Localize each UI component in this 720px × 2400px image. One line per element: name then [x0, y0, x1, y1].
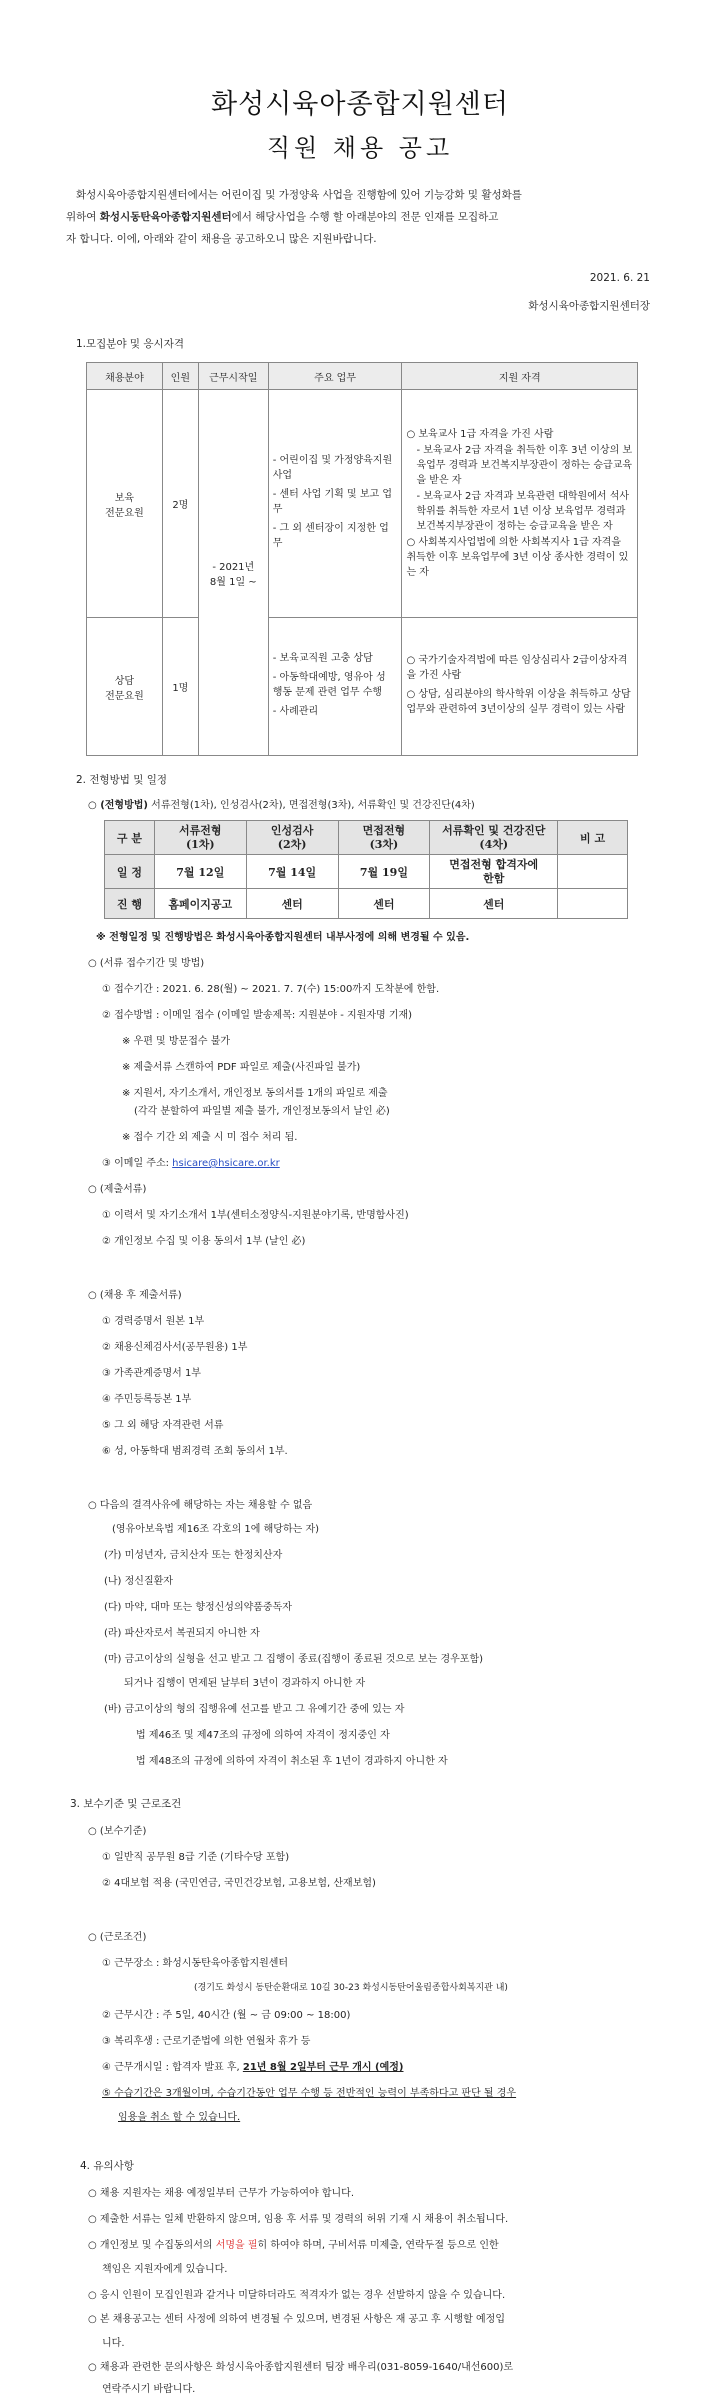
apply-note: ※ 지원서, 자기소개서, 개인정보 동의서를 1개의 파일로 제출: [122, 1088, 388, 1099]
schedule-cell: 7월 14일: [246, 855, 338, 889]
apply-note: (각각 분할하여 파일별 제출 불가, 개인정보동의서 날인 必): [134, 1106, 390, 1117]
disq-item: (다) 마약, 대마 또는 향정신성의약품중독자: [104, 1602, 292, 1613]
schedule-col: 면접전형 (3차): [338, 821, 430, 855]
schedule-col: 서류전형 (1차): [154, 821, 246, 855]
apply-method: ② 접수방법 : 이메일 접수 (이메일 발송제목: 지원분야 - 지원자명 기재): [102, 1010, 413, 1021]
notice-item-3-post: 히 하여야 하며, 구비서류 미제출, 연락두절 등으로 인한: [257, 2240, 499, 2251]
cond-start: [102, 2058, 404, 2073]
notice-item: ○ 본 채용공고는 센터 사정에 의하여 변경될 수 있으며, 변경된 사항은 재 공고 후 시행할 예정입: [88, 2314, 506, 2325]
schedule-cell: [558, 855, 628, 889]
list-item: - 보육교직원 고충 상담: [272, 652, 373, 664]
disq-item: 법 제48조의 규정에 의하여 자격이 취소된 후 1년이 경과하지 아니한 자: [136, 1756, 448, 1767]
cond-address: (경기도 화성시 동탄순환대로 10길 30-23 화성시동탄어울림종합사회복지관 내): [194, 1983, 508, 1993]
notice-item-3-pre: ○ 개인정보 및 수집동의서의: [88, 2240, 216, 2251]
start-date-line: - 2021년: [212, 561, 255, 573]
field-cell: [87, 618, 163, 756]
notice-item: ○ 제출한 서류는 일체 반환하지 않으며, 임용 후 서류 및 경력의 허위 기재 시 채용이 취소됩니다.: [88, 2214, 509, 2225]
disq-item: 되거나 집행이 면제된 날부터 3년이 경과하지 아니한 자: [124, 1678, 366, 1689]
disq-sub: (영유아보육법 제16조 각호의 1에 해당하는 자): [112, 1524, 320, 1535]
list-item: ○ 보육교사 1급 자격을 가진 사람: [406, 428, 554, 440]
pay-head: ○ (보수기준): [88, 1826, 147, 1837]
intro-line-2-pre: 위하여: [66, 211, 100, 223]
disq-item: (바) 금고이상의 형의 집행유예 선고를 받고 그 유예기간 중에 있는 자: [104, 1704, 405, 1715]
table-row: [87, 390, 638, 618]
qual-cell: [402, 618, 638, 756]
field-cell: [87, 390, 163, 618]
apply-note: ※ 우편 및 방문접수 불가: [122, 1036, 231, 1047]
disq-item: (가) 미성년자, 금치산자 또는 한정치산자: [104, 1550, 283, 1561]
schedule-cell: 면접전형 합격자에 한함: [430, 855, 558, 889]
email-label: ③ 이메일 주소:: [102, 1158, 173, 1169]
disq-item: (나) 정신질환자: [104, 1576, 173, 1587]
section-1-title: 1.모집분야 및 응시자격: [76, 338, 184, 350]
schedule-col: 인성검사 (2차): [246, 821, 338, 855]
cond-head: ○ (근로조건): [88, 1932, 147, 1943]
schedule-cell: 7월 12일: [154, 855, 246, 889]
count-cell: 1명: [162, 618, 198, 756]
list-item: ○ 국가기술자격법에 따른 임상심리사 2급이상자격을 가진 사람: [406, 654, 628, 681]
section-2-title: 2. 전형방법 및 일정: [76, 774, 168, 786]
list-item: - 아동학대예방, 영유아 성 행동 문제 관련 업무 수행: [272, 671, 386, 698]
recruit-table: [86, 362, 638, 756]
notice-item-cont: 연락주시기 바랍니다.: [102, 2384, 196, 2395]
duties-cell: [268, 390, 402, 618]
intro-line-2-bold: 화성시동탄육아종합지원센터: [99, 211, 232, 223]
header-qual: 지원 자격: [402, 363, 638, 390]
field-line: 보육: [114, 492, 135, 504]
cond-item: ③ 복리후생 : 근로기준법에 의한 연월차 휴가 등: [102, 2036, 311, 2047]
list-item: - 보육교사 2급 자격을 취득한 이후 3년 이상의 보육업무 경력과 보건복지부장관이 정하는 승급교육을 받은 자: [416, 444, 633, 486]
schedule-header: [105, 821, 628, 855]
qual-cell: [402, 390, 638, 618]
intro-paragraph: [66, 184, 666, 250]
duties-cell: [268, 618, 402, 756]
disq-item: 법 제46조 및 제47조의 규정에 의하여 자격이 정지중인 자: [136, 1730, 390, 1741]
disq-head: ○ 다음의 결격사유에 해당하는 자는 채용할 수 없음: [88, 1500, 313, 1511]
list-item: - 어린이집 및 가정양육지원 사업: [272, 454, 393, 481]
cond-probation-cont: 임용을 취소 할 수 있습니다.: [118, 2112, 241, 2123]
section-3-title: 3. 보수기준 및 근로조건: [70, 1798, 182, 1810]
list-item: - 보육교사 2급 자격과 보육관련 대학원에서 석사학위를 취득한 자로서 1년 이상 보육업무 경력과 보건복지부장관이 정하는 승급교육을 받은 자: [416, 490, 630, 532]
pay-item: ① 일반직 공무원 8급 기준 (기타수당 포함): [102, 1852, 290, 1863]
after-item: ⑤ 그 외 해당 자격관련 서류: [102, 1420, 224, 1431]
notice-item: ○ 응시 인원이 모집인원과 같거나 미달하더라도 적격자가 없는 경우 선발하지 않을 수 있습니다.: [88, 2290, 506, 2301]
after-item: ⑥ 성, 아동학대 범죄경력 조회 동의서 1부.: [102, 1446, 288, 1457]
schedule-cell: 센터: [430, 889, 558, 919]
after-item: ① 경력증명서 원본 1부: [102, 1316, 205, 1327]
after-head: ○ (채용 후 제출서류): [88, 1290, 182, 1301]
email-line: [102, 1154, 280, 1169]
header-duties: 주요 업무: [268, 363, 402, 390]
apply-note: ※ 접수 기간 외 제출 시 미 접수 처리 됨.: [122, 1132, 298, 1143]
email-link[interactable]: hsicare@hsicare.or.kr: [172, 1158, 280, 1169]
header-field: 채용분야: [87, 363, 163, 390]
list-item: - 그 외 센터장이 지정한 업무: [272, 522, 389, 549]
count-cell: 2명: [162, 390, 198, 618]
disq-item: (마) 금고이상의 실형을 선고 받고 그 집행이 종료(집행이 종료된 것으로 보는 경우포함): [104, 1654, 484, 1665]
page-subtitle: 직원 채용 공고: [266, 134, 454, 162]
notice-date: 2021. 6. 21: [589, 272, 650, 284]
intro-line-3: 자 합니다. 이에, 아래와 같이 채용을 공고하오니 많은 지원바랍니다.: [66, 233, 377, 245]
after-item: ② 채용신체검사서(공무원용) 1부: [102, 1342, 248, 1353]
schedule-col-label: 구 분: [105, 821, 155, 855]
table-row: [105, 855, 628, 889]
cond-start-pre: ④ 근무개시일 : 합격자 발표 후,: [102, 2062, 243, 2073]
list-item: - 센터 사업 기획 및 보고 업무: [272, 488, 392, 515]
notice-item: ○ 채용과 관련한 문의사항은 화성시육아종합지원센터 팀장 배우리(031-8059-1640/내선600)로: [88, 2362, 514, 2373]
apply-note: ※ 제출서류 스캔하여 PDF 파일로 제출(사진파일 불가): [122, 1062, 361, 1073]
start-date-line: 8월 1일 ~: [209, 576, 257, 588]
intro-line-2-post: 에서 해당사업을 수행 할 아래분야의 전문 인재를 모집하고: [231, 211, 499, 223]
schedule-cell: 센터: [246, 889, 338, 919]
schedule-col: 비 고: [558, 821, 628, 855]
schedule-cell: 홈페이지공고: [154, 889, 246, 919]
intro-line-2: [66, 206, 666, 228]
field-line: 전문요원: [105, 507, 144, 519]
apply-period: ① 접수기간 : 2021. 6. 28(월) ~ 2021. 7. 7(수) 15:00까지 도착분에 한함.: [102, 984, 440, 995]
schedule-cell: 7월 19일: [338, 855, 430, 889]
cond-probation: ⑤ 수습기간은 3개월이며, 수습기간동안 업무 수행 등 전반적인 능력이 부족하다고 판단 될 경우: [102, 2088, 517, 2099]
notice-item-3-red: 서명을 필: [215, 2240, 258, 2251]
pay-item: ② 4대보험 적용 (국민연금, 국민건강보험, 고용보험, 산재보험): [102, 1878, 376, 1889]
start-date-cell: [198, 390, 268, 756]
notice-item-cont: 책임은 지원자에게 있습니다.: [102, 2264, 228, 2275]
method-text: 서류전형(1차), 인성검사(2차), 면접전형(3차), 서류확인 및 건강진단(4차): [148, 800, 475, 811]
section-4-title: 4. 유의사항: [80, 2160, 134, 2172]
docs-item: ② 개인정보 수집 및 이용 동의서 1부 (날인 必): [102, 1236, 306, 1247]
schedule-cell: 센터: [338, 889, 430, 919]
schedule-row-label: 진 행: [105, 889, 155, 919]
list-item: ○ 사회복지사업법에 의한 사회복지사 1급 자격을 취득한 이후 보육업무에 3년 이상 종사한 경력이 있는 자: [406, 536, 629, 578]
table-row: [87, 618, 638, 756]
table-row: [105, 889, 628, 919]
after-item: ③ 가족관계증명서 1부: [102, 1368, 201, 1379]
recruit-table-header: [87, 363, 638, 390]
notice-item: [88, 2236, 499, 2251]
page-title: 화성시육아종합지원센터: [211, 89, 509, 120]
notice-item: ○ 채용 지원자는 채용 예정일부터 근무가 가능하여야 합니다.: [88, 2188, 354, 2199]
notice-item-cont: 니다.: [102, 2338, 125, 2349]
cond-item: ② 근무시간 : 주 5일, 40시간 (월 ~ 금 09:00 ~ 18:00): [102, 2010, 351, 2021]
field-line: 전문요원: [105, 690, 144, 702]
list-item: - 사례관리: [272, 705, 319, 717]
schedule-cell: [558, 889, 628, 919]
schedule-row-label: 일 정: [105, 855, 155, 889]
header-count: 인원: [162, 363, 198, 390]
cond-start-date: 21년 8월 2일부터 근무 개시 (예정): [242, 2062, 404, 2073]
method-line: [88, 796, 475, 811]
list-item: ○ 상담, 심리분야의 학사학위 이상을 취득하고 상담 업무와 관련하여 3년이상의 실무 경력이 있는 사람: [406, 688, 631, 715]
apply-head: ○ (서류 접수기간 및 방법): [88, 958, 205, 969]
disq-item: (라) 파산자로서 복권되지 아니한 자: [104, 1628, 260, 1639]
cond-item: ① 근무장소 : 화성시동탄육아종합지원센터: [102, 1958, 289, 1969]
method-head: ○ (전형방법): [88, 800, 148, 811]
header-start: 근무시작일: [198, 363, 268, 390]
intro-line-1: 화성시육아종합지원센터에서는 어린이집 및 가정양육 사업을 진행함에 있어 기능강화 및 활성화를: [76, 189, 522, 201]
schedule-col: 서류확인 및 건강진단 (4차): [430, 821, 558, 855]
after-item: ④ 주민등록등본 1부: [102, 1394, 192, 1405]
docs-item: ① 이력서 및 자기소개서 1부(센터소정양식-지원분야기록, 반명함사진): [102, 1210, 409, 1221]
notice-org: 화성시육아종합지원센터장: [528, 300, 650, 312]
docs-head: ○ (제출서류): [88, 1184, 147, 1195]
schedule-note: ※ 전형일정 및 진행방법은 화성시육아종합지원센터 내부사정에 의해 변경될 수 있음.: [96, 932, 470, 943]
schedule-table: [104, 820, 628, 919]
field-line: 상담: [114, 675, 135, 687]
